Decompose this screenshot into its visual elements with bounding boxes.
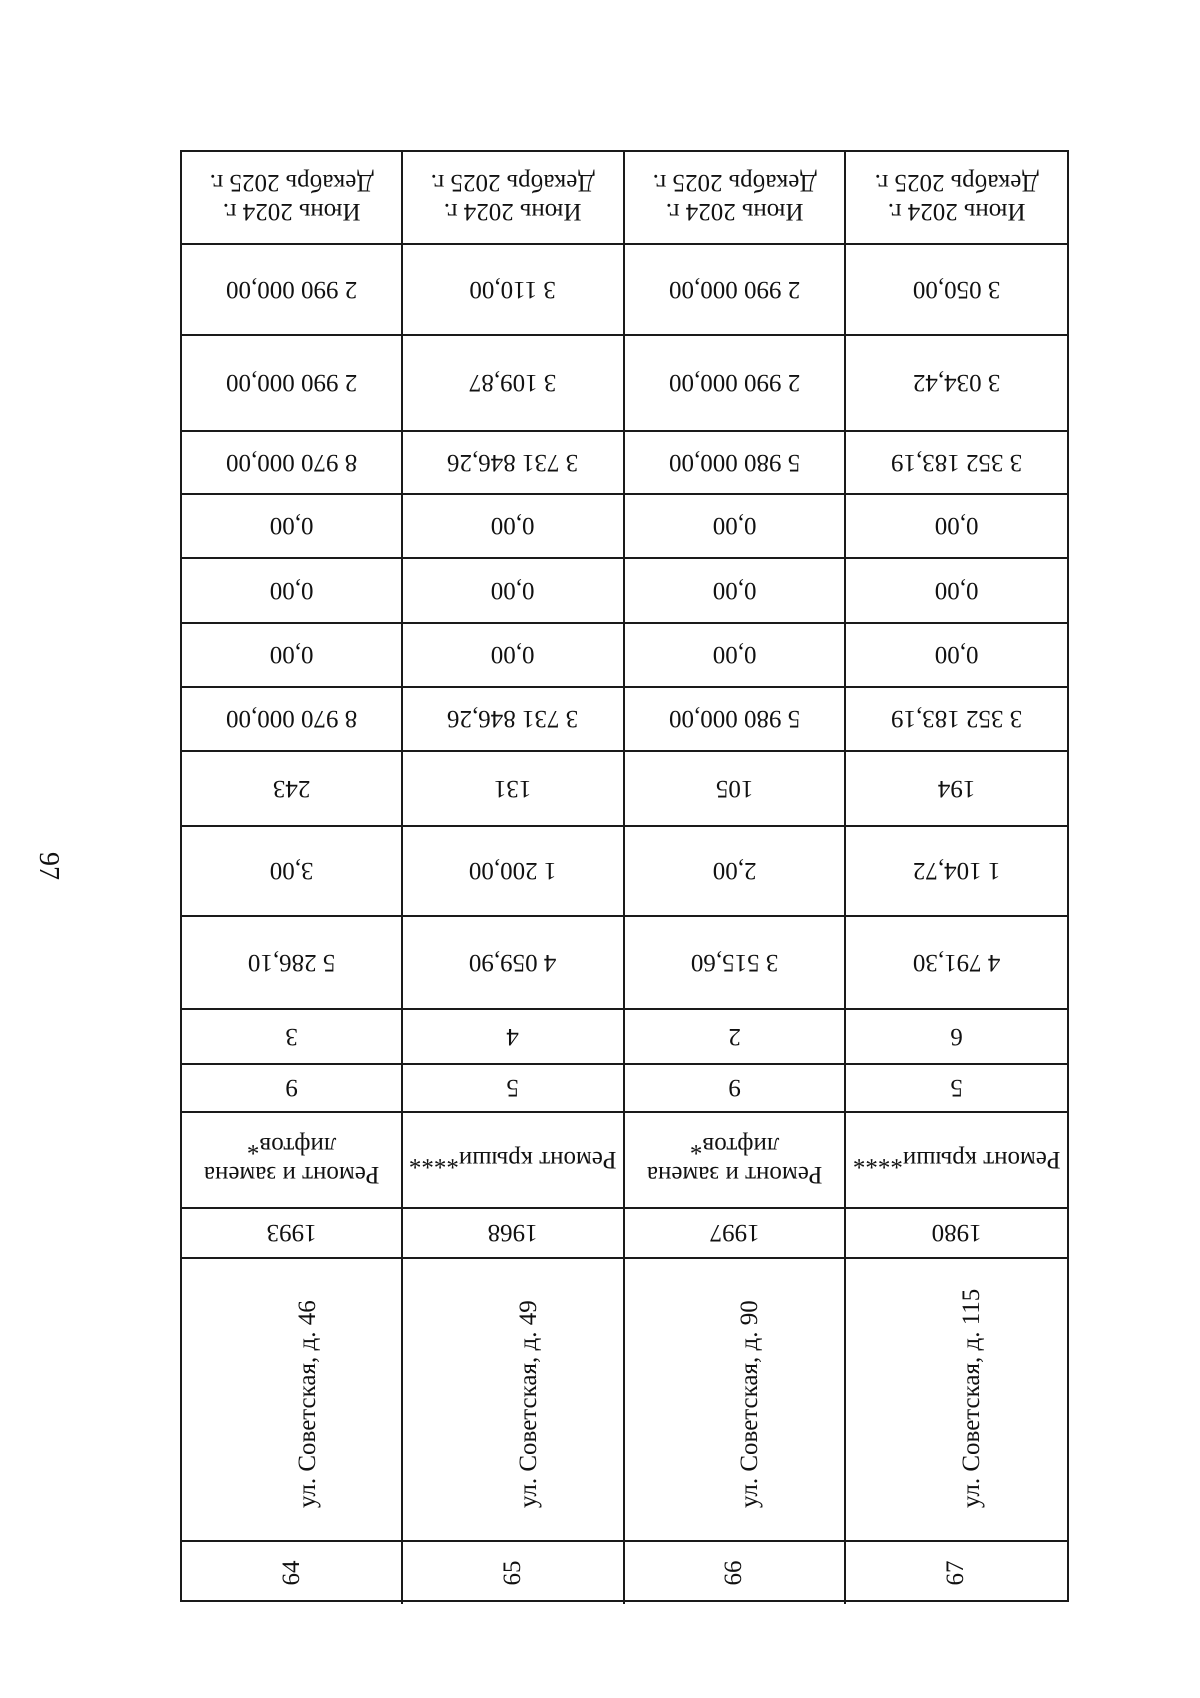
residents-text: 131 — [494, 775, 532, 802]
cell-period — [625, 152, 846, 245]
cell-residents — [625, 752, 846, 827]
year-text: 1968 — [487, 1219, 538, 1247]
period-text: Июнь 2024 г. Декабрь 2025 г. — [874, 169, 1039, 226]
total-cost-text: 5 980 000,00 — [668, 449, 800, 476]
cell-num — [403, 1542, 624, 1604]
cell-area — [403, 917, 624, 1010]
cell-fund-a — [403, 495, 624, 559]
year-text: 1997 — [709, 1219, 760, 1247]
cell-address — [625, 1259, 846, 1542]
cell-fund-a — [846, 495, 1067, 559]
cell-unit-cost — [625, 336, 846, 432]
period-text: Июнь 2024 г. Декабрь 2025 г. — [652, 169, 817, 226]
fund-a-text: 0,00 — [712, 512, 756, 540]
area-text: 3 515,60 — [690, 949, 778, 976]
address-text: ул. Советская, д. 46 — [293, 1300, 321, 1508]
cell-fund-c — [182, 624, 403, 688]
cell-floors — [182, 1065, 403, 1113]
cell-address — [403, 1259, 624, 1542]
year-text: 1980 — [931, 1219, 982, 1247]
fund-b-text: 0,00 — [712, 577, 756, 604]
address-text: ул. Советская, д. 90 — [736, 1300, 764, 1508]
cell-area — [182, 917, 403, 1010]
cell-fund-c — [846, 624, 1067, 688]
work-text: Ремонт и замена лифтов* — [203, 1132, 380, 1188]
num-text: 66 — [720, 1560, 748, 1586]
unit-cost-text: 2 990 000,00 — [226, 369, 358, 397]
cell-area2 — [182, 827, 403, 917]
num-text: 67 — [942, 1560, 970, 1586]
cell-floors — [625, 1065, 846, 1113]
residents-text: 105 — [715, 775, 753, 802]
unit-limit-text: 3 050,00 — [912, 276, 1001, 303]
cell-entrances — [403, 1010, 624, 1065]
cell-floors — [403, 1065, 624, 1113]
cell-area2 — [846, 827, 1067, 917]
fund-b-text: 0,00 — [934, 577, 979, 604]
unit-limit-text: 2 990 000,00 — [668, 276, 800, 303]
cell-fund-c — [625, 624, 846, 688]
entrances-text: 2 — [727, 1023, 741, 1050]
floors-text: 9 — [285, 1074, 298, 1102]
cell-cost-repeat — [182, 688, 403, 752]
cell-fund-b — [625, 559, 846, 624]
work-text: Ремонт крыши**** — [409, 1146, 617, 1174]
cell-unit-cost — [182, 336, 403, 432]
cell-entrances — [625, 1010, 846, 1065]
floors-text: 9 — [727, 1074, 741, 1102]
work-text: Ремонт крыши**** — [852, 1146, 1061, 1174]
cost-repeat-text: 3 731 846,26 — [447, 705, 579, 733]
area2-text: 2,00 — [712, 857, 756, 885]
cell-num — [846, 1542, 1067, 1604]
cell-unit-cost — [403, 336, 624, 432]
cell-fund-a — [182, 495, 403, 559]
cell-period — [403, 152, 624, 245]
page-number: 97 — [33, 852, 64, 880]
fund-a-text: 0,00 — [934, 512, 979, 540]
cell-address — [846, 1259, 1067, 1542]
residents-text: 194 — [937, 775, 976, 802]
cell-year — [625, 1209, 846, 1259]
cell-unit-limit — [625, 245, 846, 336]
num-text: 65 — [498, 1560, 526, 1586]
cell-year — [846, 1209, 1067, 1259]
cell-work — [403, 1113, 624, 1209]
unit-cost-text: 3 109,87 — [469, 369, 557, 397]
cell-work — [182, 1113, 403, 1209]
cell-fund-b — [403, 559, 624, 624]
period-text: Июнь 2024 г. Декабрь 2025 г. — [430, 169, 595, 226]
area-text: 4 059,90 — [469, 949, 557, 976]
entrances-text: 6 — [950, 1023, 963, 1050]
work-text: Ремонт и замена лифтов* — [646, 1132, 822, 1188]
entrances-text: 4 — [506, 1023, 520, 1050]
area2-text: 3,00 — [269, 857, 314, 885]
cell-total-cost — [182, 432, 403, 495]
cell-unit-limit — [403, 245, 624, 336]
residents-text: 243 — [272, 775, 311, 802]
unit-limit-text: 3 110,00 — [469, 276, 557, 303]
cell-year — [403, 1209, 624, 1259]
cell-total-cost — [625, 432, 846, 495]
address-text: ул. Советская, д. 115 — [958, 1288, 986, 1508]
cost-repeat-text: 5 980 000,00 — [668, 705, 800, 733]
cell-residents — [846, 752, 1067, 827]
houses-table — [180, 150, 1069, 1602]
fund-b-text: 0,00 — [269, 577, 314, 604]
cell-unit-cost — [846, 336, 1067, 432]
cell-cost-repeat — [846, 688, 1067, 752]
cell-work — [846, 1113, 1067, 1209]
unit-cost-text: 2 990 000,00 — [668, 369, 800, 397]
cell-residents — [403, 752, 624, 827]
area-text: 5 286,10 — [247, 949, 336, 976]
cell-cost-repeat — [625, 688, 846, 752]
cell-period — [182, 152, 403, 245]
cell-unit-limit — [182, 245, 403, 336]
period-text: Июнь 2024 г. Декабрь 2025 г. — [209, 169, 374, 226]
fund-a-text: 0,00 — [491, 512, 535, 540]
cell-fund-a — [625, 495, 846, 559]
year-text: 1993 — [266, 1219, 317, 1247]
cell-entrances — [182, 1010, 403, 1065]
cell-area — [625, 917, 846, 1010]
address-text: ул. Советская, д. 49 — [514, 1300, 542, 1508]
cell-num — [182, 1542, 403, 1604]
fund-c-text: 0,00 — [491, 641, 535, 669]
cell-area2 — [403, 827, 624, 917]
total-cost-text: 8 970 000,00 — [226, 449, 358, 476]
cell-address — [182, 1259, 403, 1542]
total-cost-text: 3 731 846,26 — [447, 449, 579, 476]
num-text: 64 — [277, 1560, 305, 1586]
floors-text: 5 — [950, 1074, 963, 1102]
area-text: 4 791,30 — [912, 949, 1001, 976]
area2-text: 1 104,72 — [912, 857, 1001, 885]
cost-repeat-text: 8 970 000,00 — [226, 705, 358, 733]
cell-period — [846, 152, 1067, 245]
cell-area — [846, 917, 1067, 1010]
cell-unit-limit — [846, 245, 1067, 336]
cell-total-cost — [846, 432, 1067, 495]
total-cost-text: 3 352 183,19 — [890, 449, 1022, 476]
cell-fund-b — [846, 559, 1067, 624]
cost-repeat-text: 3 352 183,19 — [890, 705, 1022, 733]
fund-c-text: 0,00 — [269, 641, 314, 669]
cell-total-cost — [403, 432, 624, 495]
fund-c-text: 0,00 — [934, 641, 979, 669]
cell-entrances — [846, 1010, 1067, 1065]
cell-fund-b — [182, 559, 403, 624]
floors-text: 5 — [506, 1074, 520, 1102]
unit-limit-text: 2 990 000,00 — [226, 276, 358, 303]
cell-residents — [182, 752, 403, 827]
cell-year — [182, 1209, 403, 1259]
area2-text: 1 200,00 — [469, 857, 557, 885]
fund-a-text: 0,00 — [269, 512, 314, 540]
unit-cost-text: 3 034,42 — [912, 369, 1001, 397]
cell-cost-repeat — [403, 688, 624, 752]
fund-b-text: 0,00 — [491, 577, 535, 604]
entrances-text: 3 — [285, 1023, 298, 1050]
cell-floors — [846, 1065, 1067, 1113]
cell-area2 — [625, 827, 846, 917]
cell-work — [625, 1113, 846, 1209]
cell-fund-c — [403, 624, 624, 688]
fund-c-text: 0,00 — [712, 641, 756, 669]
cell-num — [625, 1542, 846, 1604]
